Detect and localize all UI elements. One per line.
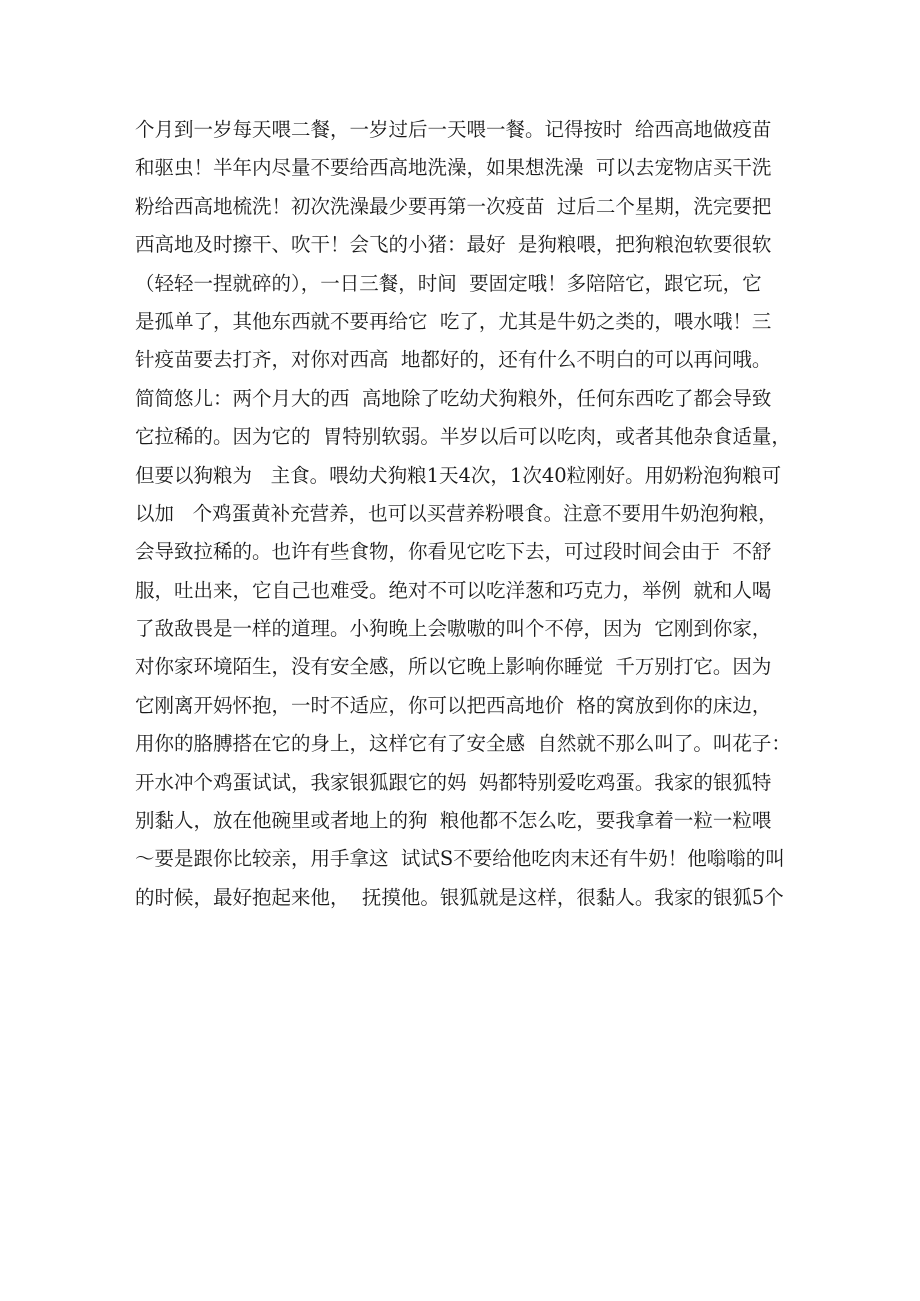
text-line-21: 的时候，最好抱起来他， 抚摸他。银狐就是这样，很黏人。我家的银狐5个 (135, 885, 784, 909)
text-line-10: 但要以狗粮为 主食。喂幼犬狗粮1天4次，1次40粒刚好。用奶粉泡狗粮可 (135, 463, 782, 487)
text-line-8: 简简悠儿：两个月大的西 高地除了吃幼犬狗粮外，任何东西吃了都会导致 (135, 386, 772, 410)
body-text (135, 111, 795, 917)
text-line-20: ～要是跟你比较亲，用手拿这 试试S不要给他吃肉末还有牛奶！他嗡嗡的叫 (135, 847, 785, 871)
text-line-18: 开水冲个鸡蛋试试，我家银狐跟它的妈 妈都特别爱吃鸡蛋。我家的银狐特 (135, 770, 772, 794)
text-line-16: 它刚离开妈怀抱，一时不适应，你可以把西高地价 格的窝放到你的床边， (135, 693, 772, 717)
text-line-15: 对你家环境陌生，没有安全感，所以它晚上影响你睡觉 千万别打它。因为 (135, 655, 772, 679)
text-line-13: 服，吐出来，它自己也难受。绝对不可以吃洋葱和巧克力，举例 就和人喝 (135, 578, 772, 602)
text-line-1: 个月到一岁每天喂二餐，一岁过后一天喂一餐。记得按时 给西高地做疫苗 (135, 118, 772, 141)
text-line-14: 了敌敌畏是一样的道理。小狗晚上会嗷嗷的叫个不停，因为 它刚到你家， (135, 617, 772, 641)
text-line-19: 别黏人，放在他碗里或者地上的狗 粮他都不怎么吃，要我拿着一粒一粒喂 (135, 809, 772, 833)
text-line-4: 西高地及时擦干、吹干！会飞的小猪：最好 是狗粮喂，把狗粮泡软要很软 (135, 233, 772, 257)
text-line-3: 粉给西高地梳洗！初次洗澡最少要再第一次疫苗 过后二个星期，洗完要把 (135, 194, 772, 218)
text-line-17: 用你的胳膊搭在它的身上，这样它有了安全感 自然就不那么叫了。叫花子： (135, 732, 791, 756)
text-line-11: 以加 个鸡蛋黄补充营养，也可以买营养粉喂食。注意不要用牛奶泡狗粮， (135, 501, 778, 525)
text-line-7: 针疫苗要去打齐，对你对西高 地都好的，还有什么不明白的可以再问哦。 (135, 348, 772, 372)
text-line-12: 会导致拉稀的。也许有些食物，你看见它吃下去，可过段时间会由于 不舒 (135, 540, 772, 564)
text-line-6: 是孤单了，其他东西就不要再给它 吃了，尤其是牛奶之类的，喂水哦！三 (135, 309, 772, 333)
text-line-9: 它拉稀的。因为它的 胃特别软弱。半岁以后可以吃肉，或者其他杂食适量， (135, 425, 791, 449)
text-line-5: （轻轻一捏就碎的），一日三餐，时间 要固定哦！多陪陪它，跟它玩，它 (135, 271, 762, 295)
text-line-2: 和驱虫！半年内尽量不要给西高地洗澡，如果想洗澡 可以去宠物店买干洗 (135, 156, 772, 180)
